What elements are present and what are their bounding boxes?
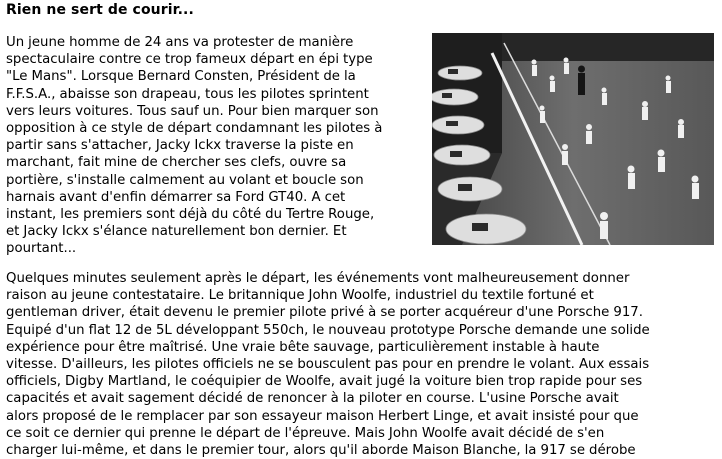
paragraph-1-line: marchant, fait mine de chercher ses clefs, ouvre sa [6, 155, 347, 171]
le-mans-start-photo [432, 33, 714, 245]
paragraph-1-line: harnais avant d'enfin démarrer sa Ford GT40. A cet [6, 189, 346, 205]
paragraph-2-line: charger lui-même, et dans le premier tour, alors qu'il aborde Maison Blanche, la 917 se dérobe [6, 443, 636, 459]
paragraph-1-line: vers leurs voitures. Tous sauf un. Pour bien marquer son [6, 103, 379, 119]
paragraph-1-line: opposition à ce style de départ condamnant les pilotes à [6, 121, 383, 137]
paragraph-2-line: capacités et avait sagement décidé de renoncer à la piloter en course. L'usine Porsche avait [6, 391, 619, 407]
paragraph-2-line: vitesse. D'ailleurs, les pilotes officiels ne se bousculent pas pour en prendre le volant. Aux essais [6, 357, 650, 373]
paragraph-2-line: raison au jeune contestataire. Le britannique John Woolfe, industriel du textile fortuné et [6, 288, 594, 304]
paragraph-2-line: officiels, Digby Martland, le coéquipier de Woolfe, avait jugé la voiture bien trop rapide pour ses [6, 374, 643, 390]
article-paragraph-1 [6, 34, 424, 258]
paragraph-2-line: Equipé d'un flat 12 de 5L développant 550ch, le nouveau prototype Porsche demande une solide [6, 322, 650, 338]
paragraph-1-line: spectaculaire contre ce trop fameux départ en épi type [6, 52, 373, 68]
paragraph-2-line: alors proposé de le remplacer par son essayeur maison Herbert Linge, et avait insisté pour que [6, 408, 639, 424]
paragraph-1-line: instant, les premiers sont déjà du côté du Tertre Rouge, [6, 207, 375, 223]
paragraph-1-text [6, 34, 424, 258]
article-paragraph-2 [6, 270, 716, 459]
le-mans-start-image [432, 33, 714, 245]
paragraph-2-text [6, 270, 716, 459]
paragraph-2-line: expérience pour être maîtrisé. Une vraie bête sauvage, particulièrement instable à haute [6, 339, 600, 355]
paragraph-1-line: Un jeune homme de 24 ans va protester de manière [6, 35, 354, 50]
paragraph-1-line: portière, s'installe calmement au volant et boucle son [6, 172, 364, 188]
paragraph-1-line: et Jacky Ickx s'élance naturellement bon dernier. Et [6, 224, 347, 240]
paragraph-1-line: pourtant... [6, 241, 77, 257]
paragraph-1-line: F.F.S.A., abaisse son drapeau, tous les pilotes sprintent [6, 86, 369, 102]
article-title: Rien ne sert de courir... [6, 2, 194, 18]
paragraph-2-line: Quelques minutes seulement après le départ, les événements vont malheureusement donner [6, 271, 630, 286]
paragraph-2-line: gentleman driver, était devenu le premier pilote privé à se porter acquéreur d'une Porsche 917. [6, 305, 643, 321]
paragraph-2-line: ce soit ce dernier qui prenne le départ de l'épreuve. Mais John Woolfe avait décidé de s'en [6, 425, 605, 441]
paragraph-1-line: partir sans s'attacher, Jacky Ickx traverse la piste en [6, 138, 354, 154]
paragraph-1-line: "Le Mans". Lorsque Bernard Consten, Président de la [6, 69, 356, 85]
